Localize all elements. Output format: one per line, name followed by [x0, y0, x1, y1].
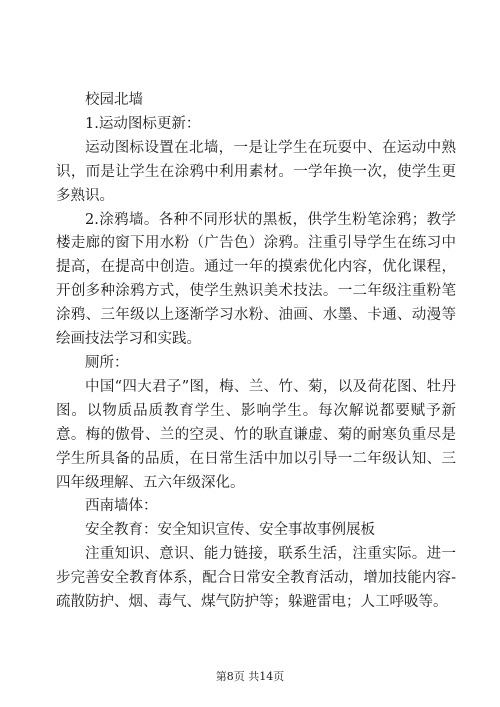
section-heading-north-wall: 校园北墙: [85, 92, 143, 108]
paragraph-graffiti-wall: 2.涂鸦墙。各种不同形状的黑板，供学生粉笔涂鸦；教学楼走廊的窗下用水粉（广告色）涂鸦。注重引导学生在练习中提高，在提高中创造。通过一年的摸索优化内容，优化课程，开创多种涂鸦方式，使学生熟识美术技法。一二年级注重粉笔涂鸦、三年级以上逐渐学习水粉、油画、水墨、卡通、动漫等绘画技法学习和实践。: [56, 211, 456, 348]
paragraph-safety-education: 注重知识、意识、能力链接，联系生活，注重实际。进一步完善安全教育体系，配合日常安全教育活动，增加技能内容-疏散防护、烟、毒气、煤气防护等；躲避雷电；人工呼吸等。: [56, 546, 456, 611]
page-number: 第8页 共14页: [215, 670, 285, 683]
section-heading-southwest-wall: 西南墙体：: [85, 498, 158, 515]
section-heading-restroom: 厕所：: [85, 354, 129, 371]
paragraph-sport-icons: 运动图标设置在北墙，一是让学生在玩耍中、在运动中熟识，而是让学生在涂鸦中利用素材。一学年换一次，使学生更多熟识。: [56, 139, 456, 204]
paragraph-safety-education-title: 安全教育：安全知识宣传、安全事故事例展板: [85, 522, 375, 539]
paragraph-four-gentlemen: 中国“四大君子”图，梅、兰、竹、菊，以及荷花图、牡丹图。以物质品质教育学生、影响学生。每次解说都要赋予新意。梅的傲骨、兰的空灵、竹的耿直谦虚、菊的耐寒负重尽是学生所具备的品质，在日常生活中加以引导一二年级认知、三四年级理解、五六年级深化。: [56, 378, 456, 491]
item-heading-sport-icons: 1.运动图标更新：: [85, 115, 201, 132]
document-body: [56, 89, 456, 615]
